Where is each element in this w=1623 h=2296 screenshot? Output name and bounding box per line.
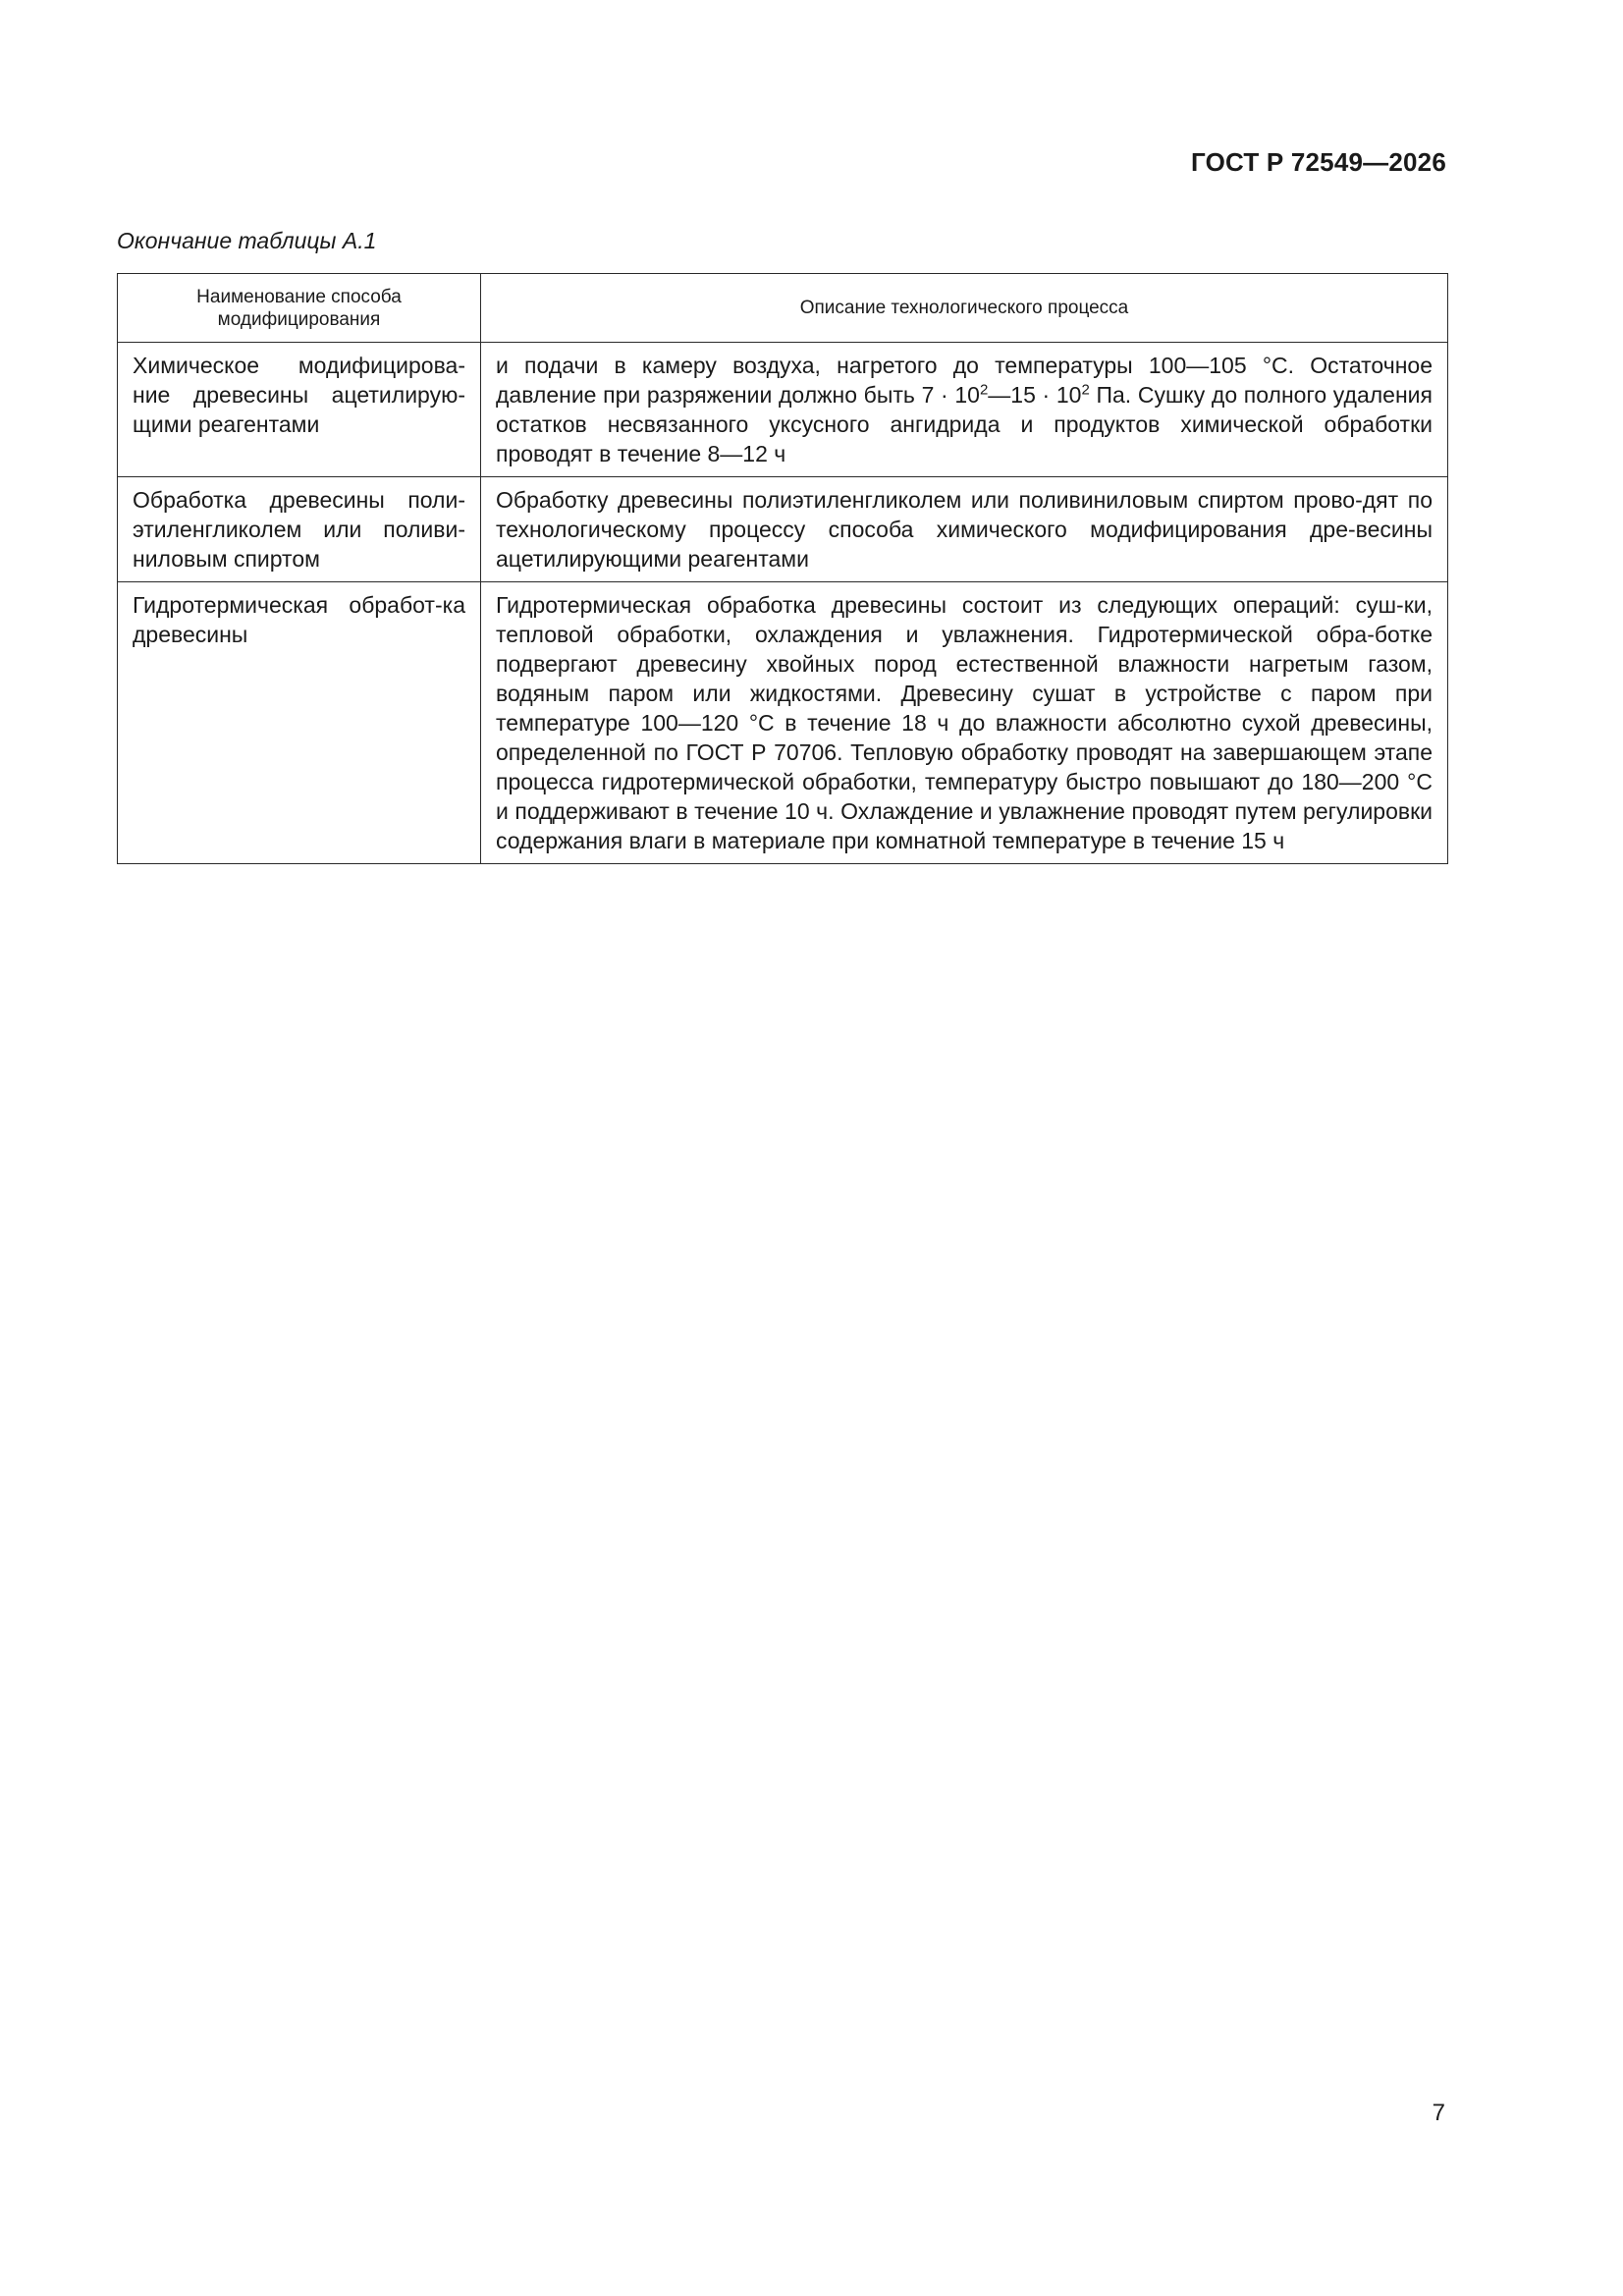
description-cell: Гидротермическая обработка древесины состоит из следующих операций: суш-ки, тепловой обработки, охлаждения и увлажнения. Гидротермической обра-ботке подвергают древесину хвойных пород естественной влажности нагретым газом, водяным паром или жидкостями. Древесину сушат в устройстве с паром при температуре 100—120 °С в течение 18 ч до влажности абсолютно сухой древесины, определенной по ГОСТ Р 70706. Тепловую обработку проводят на завершающем этапе процесса гидротермической обработки, температуру быстро повышают до 180—200 °С и поддерживают в течение 10 ч. Охлаждение и увлажнение проводят путем регулировки содержания влаги в материале при комнатной температуре в течение 15 ч	[481, 582, 1448, 864]
page-number: 7	[1432, 2100, 1445, 2126]
method-cell: Химическое модифицирова-ние древесины ацетилирую-щими реагентами	[118, 343, 481, 477]
description-cell	[481, 343, 1448, 477]
description-text: —15 · 10	[988, 382, 1082, 408]
description-text: и подачи в камеру воздуха, нагретого до температуры 100—105 °С. Остаточное давление при разряжении должно быть 7 · 10	[496, 353, 1433, 408]
superscript-exponent: 2	[1081, 381, 1090, 399]
column-header-method: Наименование способа модифицирования	[118, 274, 481, 343]
method-cell: Обработка древесины поли-этиленгликолем или поливи-ниловым спиртом	[118, 477, 481, 582]
superscript-exponent: 2	[979, 381, 989, 399]
method-cell: Гидротермическая обработ-ка древесины	[118, 582, 481, 864]
table-header-row	[118, 274, 1448, 343]
document-code: ГОСТ Р 72549—2026	[1191, 147, 1446, 177]
description-cell: Обработку древесины полиэтиленгликолем или поливиниловым спиртом прово-дят по технологическому процессу способа химического модифицирования дре-весины ацетилирующими реагентами	[481, 477, 1448, 582]
column-header-description: Описание технологического процесса	[481, 274, 1448, 343]
table-caption: Окончание таблицы А.1	[117, 228, 377, 253]
table-row	[118, 582, 1448, 864]
modification-methods-table	[117, 273, 1448, 864]
table-row	[118, 343, 1448, 477]
description-text: Па. Сушку до полного удаления остатков несвязанного уксусного ангидрида и продуктов химической обработки проводят в течение 8—12 ч	[496, 382, 1433, 466]
table-row	[118, 477, 1448, 582]
